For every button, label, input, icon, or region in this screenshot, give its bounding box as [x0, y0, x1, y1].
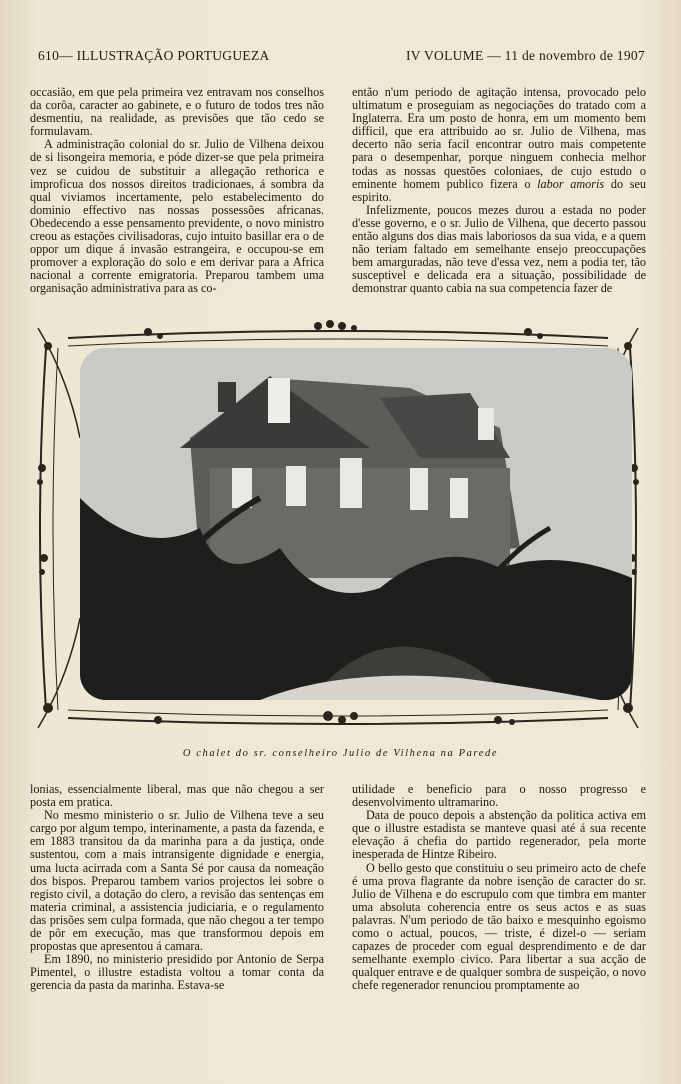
paragraph: lonias, essencialmente liberal, mas que não chegou a ser posta em pratica.	[30, 782, 324, 810]
figure-caption: O chalet do sr. conselheiro Julio de Vilhena na Parede	[182, 748, 499, 759]
paragraph: O bello gesto que constituiu o seu primeiro acto de chefe é uma prova flagrante da nobre isenção de caracter do sr. Julio de Vilhena e do escrupulo com que timbra em manter uma absoluta coherencia entre os seus actos e as suas palavras. N'um periodo de tão baixo e mesquinho egoismo como o actual, poucos, — triste, é dizel-o — seriam capazes de proceder com egual desprendimento e de dar semelhante exemplo civico. Para libertar a sua acção de qualquer entrave e de qualquer sombra de suspeição, o novo chefe regenerador renunciou promptamente ao	[352, 860, 646, 993]
illustration-frame	[28, 318, 648, 738]
header-volume-date: IV VOLUME — 11 de novembro de 1907	[405, 48, 645, 63]
paragraph	[352, 86, 646, 204]
header-page-title: 610— ILLUSTRAÇÃO PORTUGUEZA	[38, 48, 270, 63]
paragraph: Infelizmente, poucos mezes durou a estada no poder d'esse governo, e o sr. Julio de Vilhena, que decerto passou então alguns dos dias mais laboriosos da sua vida, e a quem não teriam faltado em semelhante ensejo preoccupações bem amarguradas, não teve d'essa vez, nem a podia ter, tão susceptivel e delicada era a situação, possibilidade de demonstrar quanto cabia na sua competencia fazer de	[352, 202, 646, 296]
paragraph: Em 1890, no ministerio presidido por Antonio de Serpa Pimentel, o illustre estadista voltou a tomar conta da gerencia da pasta da marinha. Estava-se	[30, 952, 324, 993]
italic-phrase: labor amoris	[537, 176, 605, 191]
chalet-photograph	[80, 348, 632, 700]
paragraph: A administração colonial do sr. Julio de Vilhena deixou de si lisongeira memoria, e póde dizer-se que pela primeira vez se cuidou de substituir a allegação rethorica e improficua dos nossos direitos tradicionaes, á sombra da qual viviamos incertamente, pelo estabelecimento do dominio effectivo nas nossas possessões africanas. Obedecendo a esse pensamento previdente, o novo ministro creou as estações civilisadoras, cujo intuito basillar era o de oppor um dique á invasão estrangeira, e occupou-se em promover a exploração do solo e em derivar para a Africa nacional a corrente emigratoria. Preparou tambem uma organisação administrativa para as co-	[30, 137, 324, 296]
running-header	[38, 48, 645, 66]
column-bottom-right	[352, 783, 646, 993]
column-top-right	[352, 86, 646, 296]
column-bottom-left	[30, 783, 324, 993]
paragraph: No mesmo ministerio o sr. Julio de Vilhena teve a seu cargo por algum tempo, interinamente, a pasta da fazenda, e em 1883 transitou da da marinha para a da justiça, onde sustentou, com a mais intransigente dignidade e energia, uma lucta acirrada com a Santa Sé por causa da nomeação dos bispos. Preparou tambem varios projectos lei sobre o registo civil, a dotação do clero, a revisão das sentenças em materia criminal, a assistencia judiciaria, e o regulamento das prisões sem culpa formada, que não chegou a ter tempo de pôr em execução, mas que transformou depois em propostas que apresentou á camara.	[30, 808, 324, 954]
paragraph-text-end: do seu espirito.	[352, 176, 647, 204]
paragraph: Data de pouco depois a abstenção da politica activa em que o illustre estadista se manteve quasi até á sua recente elevação á chefia do partido regenerador, pela morte inesperada de Hintze Ribeiro.	[352, 808, 646, 862]
paragraph: occasião, em que pela primeira vez entravam nos conselhos da corôa, caracter ao gabinete, e o futuro de todos tres não desmentiu, na realidade, as previsões que tão cedo se formulavam.	[30, 85, 324, 139]
chalet-photo-drawing	[80, 348, 632, 700]
column-top-left	[30, 86, 324, 296]
paragraph-text: então n'um periodo de agitação intensa, provocado pelo ultimatum e proseguiam as negociações do tratado com a Inglaterra. Era um posto de honra, em um momento bem difficil, que era attribuido ao sr. Julio de Vilhena, mas decerto não seria facil encontrar outro mais competente para o desempenhar, porque ninguem conhecia melhor todas as nossas questões coloniaes, de cujo estudo o eminente homem publico fizera o	[352, 85, 646, 191]
paragraph: utilidade e beneficio para o nosso progresso e desenvolvimento ultramarino.	[352, 782, 646, 810]
